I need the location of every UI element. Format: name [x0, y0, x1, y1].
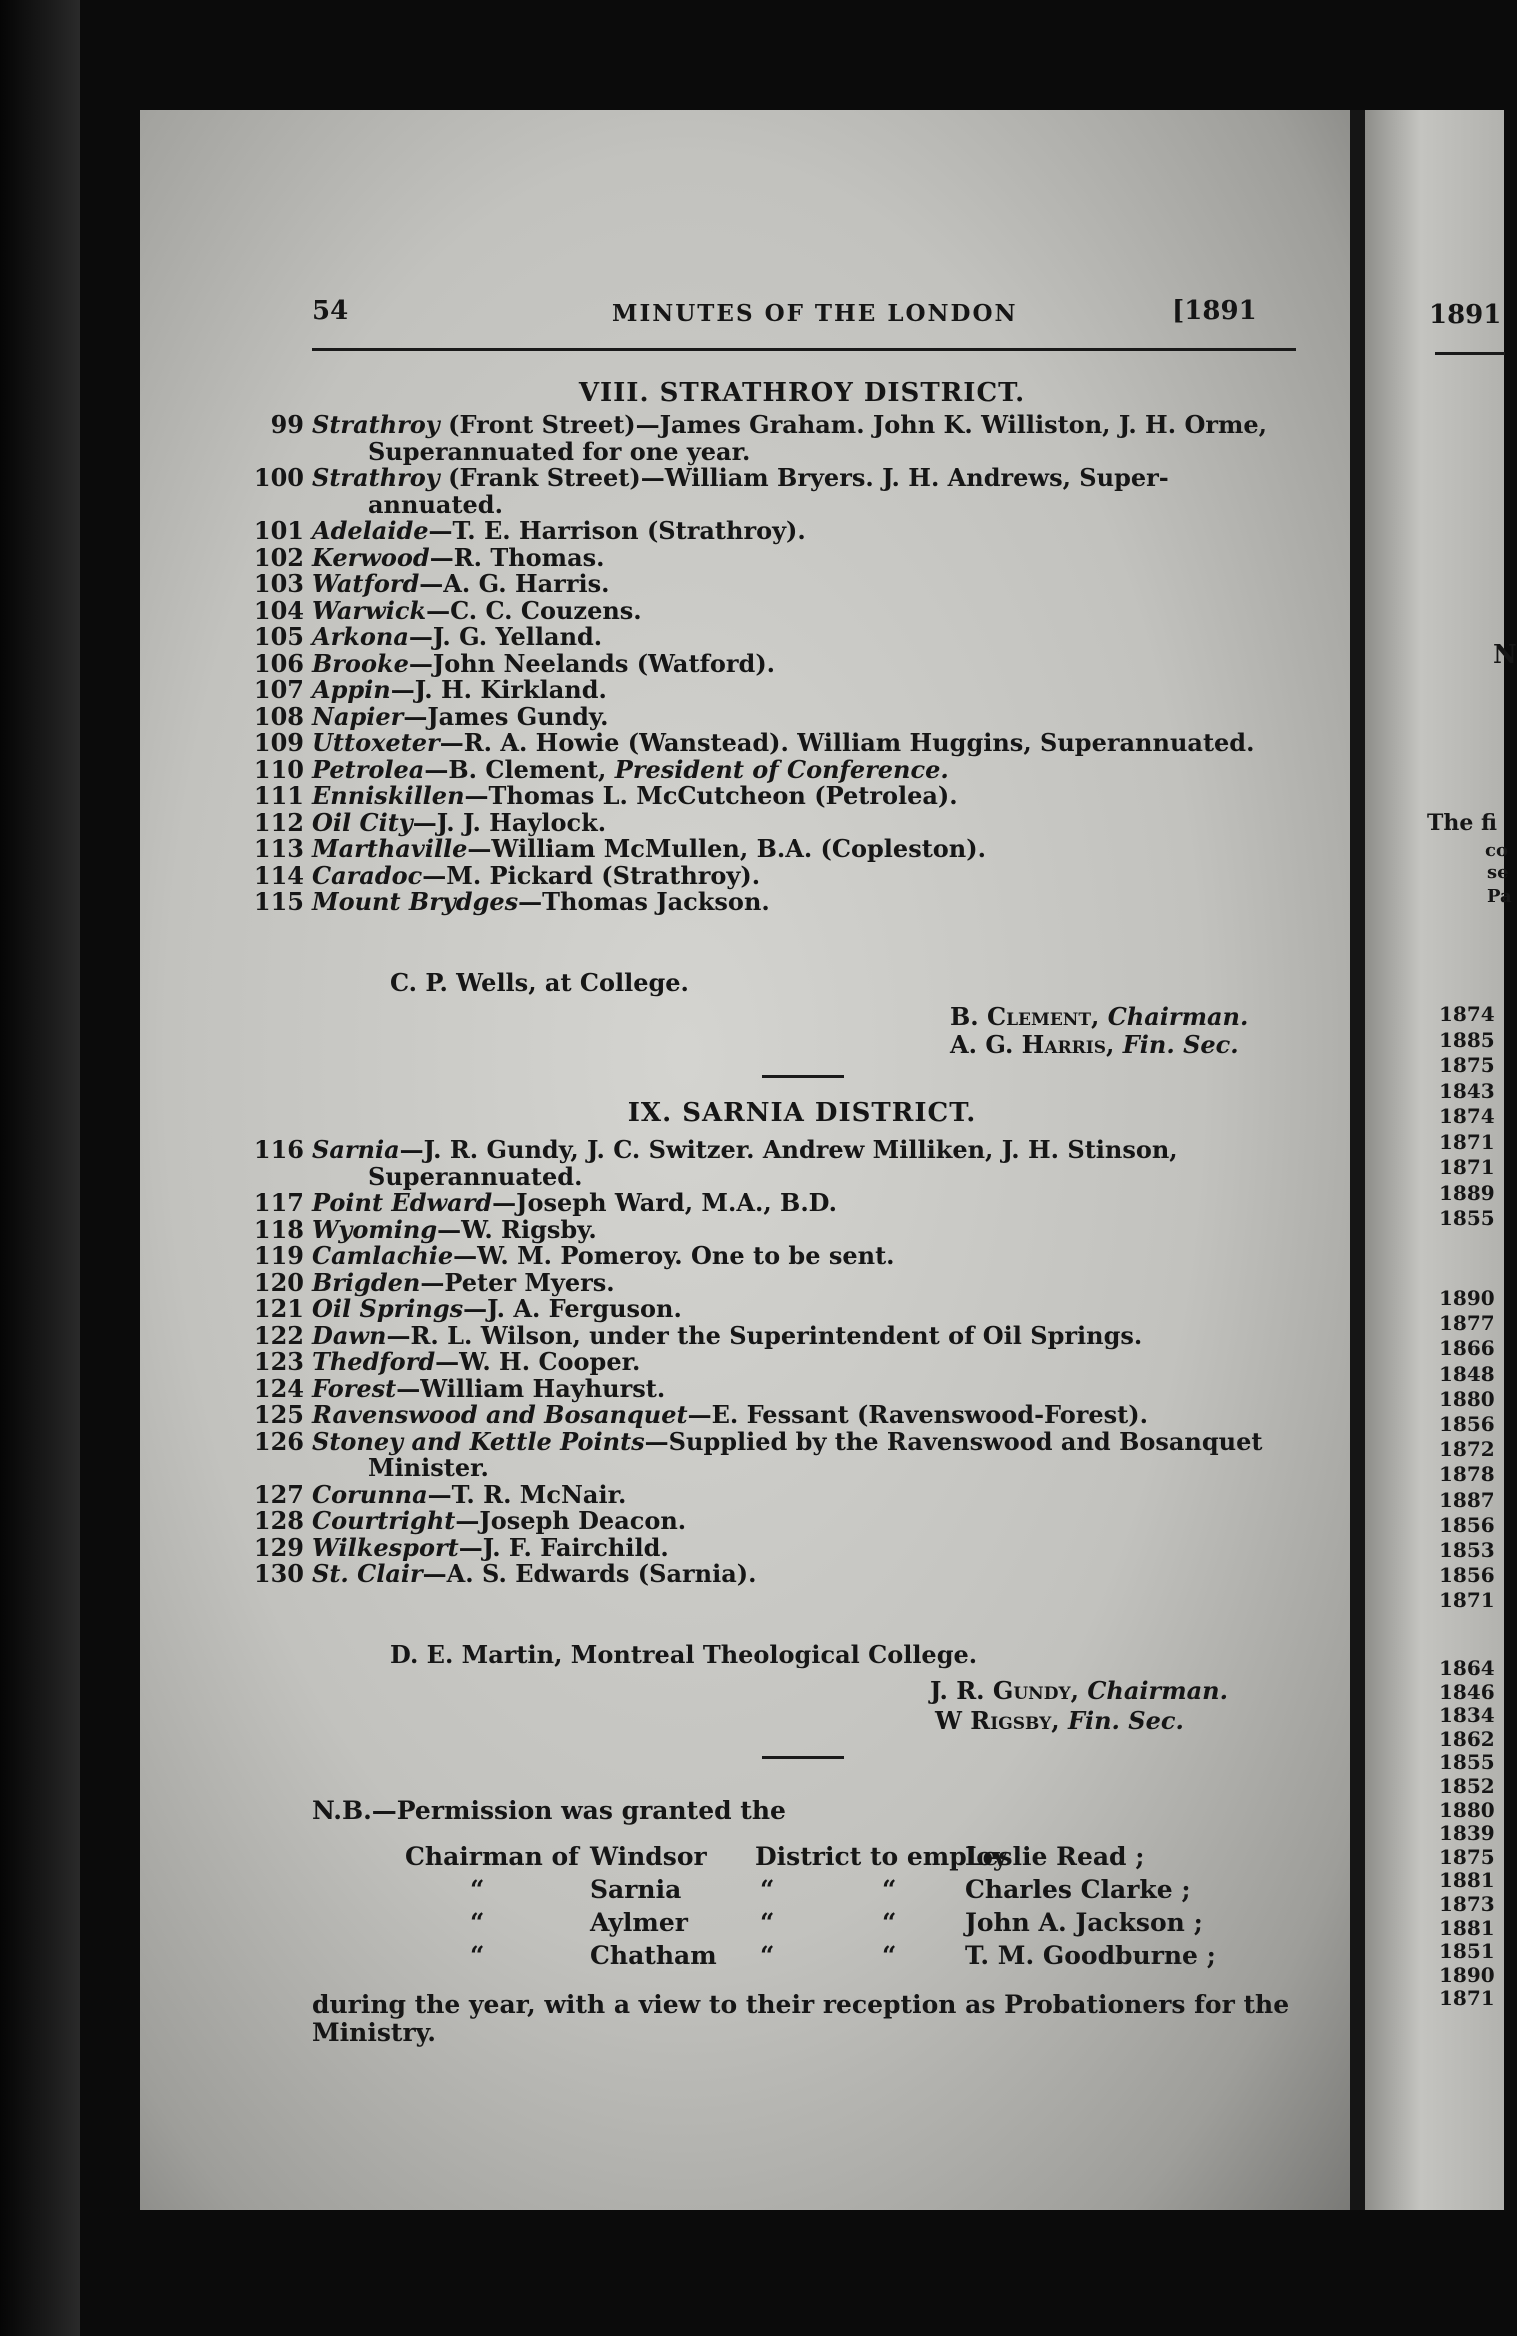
nb-col-district: Aylmer — [590, 1908, 688, 1937]
nb-col-ditto: “ — [882, 1908, 897, 1937]
circuit-place: Napier — [312, 701, 404, 731]
fin-sec-name: W Rigsby — [935, 1706, 1052, 1735]
circuit-entry — [253, 595, 1298, 625]
circuit-entry-continuation — [312, 489, 1354, 519]
circuit-number: 128 — [253, 1506, 304, 1535]
nb-col-chairman: Chairman of — [405, 1842, 579, 1871]
facing-page-year-entry: 1873 — [1439, 1892, 1495, 1916]
circuit-entry — [253, 860, 1298, 890]
circuit-number: 126 — [253, 1426, 304, 1456]
page-year: [1891 — [1172, 296, 1257, 326]
nb-col-ditto: “ — [882, 1941, 897, 1970]
circuit-number: 116 — [253, 1135, 304, 1164]
circuit-appointment: —William McMullen, B.A. (Copleston). — [467, 834, 986, 863]
chairman-signature: B. Clement, Chairman. — [950, 1002, 1249, 1031]
circuit-number: 123 — [253, 1347, 304, 1376]
facing-page-year-entry: 1846 — [1439, 1679, 1495, 1704]
facing-page-year-entry: 1872 — [1439, 1437, 1495, 1462]
circuit-number: 108 — [253, 701, 304, 731]
circuit-place: Wyoming — [312, 1214, 438, 1244]
facing-page-fragment: Pa — [1487, 886, 1512, 907]
chairman-role: Chairman. — [1087, 1676, 1228, 1705]
circuit-appointment: —R. A. Howie (Wanstead). William Huggins, Superannuated. — [439, 728, 1255, 757]
circuit-continuation-text: Superannuated. — [368, 1161, 583, 1191]
header-rule — [312, 348, 1296, 351]
circuit-entry-continuation — [312, 1161, 1354, 1191]
circuit-place: Ravenswood and Bosanquet — [312, 1400, 688, 1429]
facing-page-year-entry: 1871 — [1439, 1155, 1495, 1179]
circuit-entry — [253, 1347, 1298, 1376]
facing-page-year-entry: 1880 — [1439, 1797, 1495, 1822]
circuit-entry — [253, 463, 1298, 492]
fin-sec-signature: A. G. Harris, Fin. Sec. — [950, 1030, 1239, 1059]
circuit-entry-continuation — [312, 1455, 1354, 1482]
circuit-number: 122 — [253, 1320, 304, 1350]
circuit-entry — [253, 1294, 1298, 1323]
facing-page-year-entry: 1875 — [1439, 1844, 1495, 1869]
circuit-number: 124 — [253, 1373, 304, 1403]
page-gutter — [1350, 110, 1365, 2210]
facing-page-year-entry: 1878 — [1439, 1462, 1495, 1487]
chairman-name: J. R. Gundy — [930, 1676, 1071, 1705]
fin-sec-signature: W Rigsby, Fin. Sec. — [935, 1706, 1184, 1735]
facing-page-year-entry: 1855 — [1439, 1206, 1495, 1230]
nb-col-ditto: “ — [760, 1875, 775, 1904]
fin-sec-role: Fin. Sec. — [1067, 1706, 1184, 1735]
circuit-appointment: —W. H. Cooper. — [435, 1347, 641, 1376]
circuit-entry — [253, 1373, 1298, 1403]
circuit-place: Sarnia — [312, 1135, 400, 1164]
facing-page-fragment: N — [1493, 640, 1517, 670]
facing-page-year-entry: 1889 — [1439, 1180, 1495, 1205]
circuit-entry — [253, 807, 1298, 837]
nb-col-district: Windsor — [590, 1842, 707, 1871]
facing-page-year-entry: 1881 — [1439, 1868, 1495, 1893]
circuit-entry — [253, 1532, 1298, 1562]
chairman-name: B. Clement — [950, 1002, 1091, 1031]
circuit-place: Courtright — [312, 1506, 456, 1535]
circuit-place: Brooke — [312, 648, 409, 678]
circuit-entry — [253, 834, 1298, 863]
circuit-entry — [253, 1320, 1298, 1350]
facing-page-year: 1891 — [1429, 300, 1502, 330]
circuit-number: 105 — [253, 622, 304, 651]
circuit-place: Petrolea — [312, 754, 425, 784]
district-title: VIII. STRATHROY DISTRICT. — [578, 378, 1026, 408]
circuit-number: 111 — [253, 781, 304, 810]
circuit-number: 110 — [253, 754, 304, 784]
facing-page-year-entry: 1843 — [1439, 1078, 1495, 1103]
nb-col-person: T. M. Goodburne ; — [965, 1941, 1216, 1970]
circuit-appointment: —W. Rigsby. — [437, 1214, 597, 1244]
circuit-entry — [253, 1188, 1298, 1217]
circuit-number: 103 — [253, 569, 304, 598]
circuit-appointment: —John Neelands (Watford). — [408, 648, 776, 678]
nb-col-person: Charles Clarke ; — [965, 1875, 1191, 1904]
facing-page-year-entry: 1855 — [1439, 1750, 1495, 1775]
circuit-number: 112 — [253, 807, 304, 837]
circuit-appointment: —W. M. Pomeroy. One to be sent. — [453, 1241, 895, 1270]
running-title: MINUTES OF THE LONDON — [612, 300, 1018, 327]
circuit-place: Watford — [312, 569, 420, 598]
facing-page-year-entry: 1856 — [1439, 1512, 1495, 1537]
circuit-place: Uttoxeter — [312, 728, 440, 757]
nb-col-ditto: “ — [760, 1908, 775, 1937]
district-note: C. P. Wells, at College. — [390, 968, 689, 997]
nb-closing-line: Ministry. — [312, 2018, 436, 2047]
circuit-number: 118 — [253, 1214, 304, 1244]
circuit-entry — [253, 781, 1298, 810]
circuit-appointment: —James Gundy. — [403, 701, 609, 731]
circuit-place: Point Edward — [312, 1188, 493, 1217]
facing-page-year-entry: 1880 — [1439, 1386, 1495, 1411]
district-title: IX. SARNIA DISTRICT. — [627, 1098, 977, 1128]
facing-page — [1365, 110, 1517, 2210]
circuit-entry — [253, 754, 1298, 784]
circuit-place: Adelaide — [312, 516, 429, 545]
facing-page-year-entry: 1874 — [1439, 1002, 1495, 1026]
circuit-place: St. Clair — [312, 1559, 423, 1588]
circuit-appointment: —J. G. Yelland. — [408, 622, 603, 651]
facing-page-year-entry: 1834 — [1439, 1703, 1495, 1728]
circuit-appointment: —Thomas Jackson. — [518, 887, 770, 916]
circuit-entry — [253, 542, 1298, 572]
circuit-number: 130 — [253, 1559, 304, 1588]
circuit-number: 115 — [253, 887, 304, 916]
chairman-signature: J. R. Gundy, Chairman. — [930, 1676, 1228, 1705]
circuit-entry — [253, 675, 1298, 704]
circuit-place: Forest — [312, 1373, 397, 1403]
circuit-number: 109 — [253, 728, 304, 757]
circuit-appointment: —Thomas L. McCutcheon (Petrolea). — [464, 781, 958, 810]
circuit-continuation-text: annuated. — [368, 489, 503, 519]
circuit-entry — [253, 1135, 1298, 1164]
circuit-number: 120 — [253, 1267, 304, 1297]
circuit-appointment: —T. E. Harrison (Strathroy). — [428, 516, 806, 545]
circuit-number: 102 — [253, 542, 304, 572]
facing-page-year-entry: 1881 — [1439, 1915, 1495, 1940]
circuit-number: 129 — [253, 1532, 304, 1562]
circuit-place: Marthaville — [312, 834, 468, 863]
circuit-appointment: —Joseph Deacon. — [455, 1506, 687, 1535]
circuit-appointment: (Front Street)—James Graham. John K. Williston, J. H. Orme, — [439, 410, 1268, 439]
facing-page-year-entry: 1890 — [1439, 1286, 1495, 1310]
circuit-place: Oil Springs — [312, 1294, 464, 1323]
facing-page-year-entry: 1856 — [1439, 1412, 1495, 1436]
nb-col-person: John A. Jackson ; — [965, 1908, 1203, 1937]
circuit-entry — [253, 622, 1298, 651]
circuit-place: Enniskillen — [312, 781, 465, 810]
circuit-appointment: —J. R. Gundy, J. C. Switzer. Andrew Milliken, J. H. Stinson, — [399, 1135, 1178, 1164]
nb-col-chairman: “ — [470, 1908, 485, 1937]
nb-col-chairman: “ — [470, 1875, 485, 1904]
facing-page-year-entry: 1866 — [1439, 1336, 1495, 1361]
circuit-place: Arkona — [312, 622, 409, 651]
circuit-entry-continuation — [312, 436, 1354, 466]
circuit-appointment: —J. H. Kirkland. — [390, 675, 607, 704]
circuit-appointment: —A. G. Harris. — [419, 569, 610, 598]
circuit-entry — [253, 1267, 1298, 1297]
circuit-place: Brigden — [312, 1267, 421, 1297]
circuit-place: Warwick — [312, 595, 427, 625]
circuit-number: 114 — [253, 860, 304, 890]
circuit-appointment: —C. C. Couzens. — [426, 595, 642, 625]
circuit-entry — [253, 701, 1298, 731]
circuit-appointment: —Peter Myers. — [420, 1267, 615, 1297]
facing-page-year-entry: 1851 — [1439, 1939, 1495, 1964]
facing-page-year-entry: 1875 — [1439, 1053, 1495, 1077]
chairman-role: Chairman. — [1107, 1002, 1249, 1031]
circuit-place: Thedford — [312, 1347, 436, 1376]
circuit-place: Strathroy — [312, 463, 440, 492]
fin-sec-role: Fin. Sec. — [1122, 1030, 1239, 1059]
circuit-continuation-text: Superannuated for one year. — [368, 436, 751, 466]
circuit-place: Kerwood — [312, 542, 430, 572]
facing-page-fragment: The fi — [1427, 810, 1498, 836]
circuit-number: 104 — [253, 595, 304, 625]
circuit-number: 125 — [253, 1400, 304, 1429]
facing-page-year-entry: 1853 — [1439, 1538, 1495, 1562]
section-separator — [762, 1075, 844, 1078]
circuit-place: Mount Brydges — [312, 887, 519, 916]
nb-closing-line: during the year, with a view to their reception as Probationers for the — [312, 1990, 1290, 2019]
circuit-number: 121 — [253, 1294, 304, 1323]
circuit-appointment: —B. Clement, — [424, 754, 615, 784]
circuit-number: 113 — [253, 834, 304, 863]
circuit-appointment: —E. Fessant (Ravenswood-Forest). — [687, 1400, 1148, 1429]
facing-header-rule — [1435, 352, 1505, 355]
circuit-entry — [253, 887, 1298, 916]
circuit-place: Oil City — [312, 807, 413, 837]
circuit-place: Camlachie — [312, 1241, 454, 1270]
circuit-entry — [270, 410, 1298, 439]
circuit-appointment: —J. A. Ferguson. — [463, 1294, 682, 1323]
facing-page-year-entry: 1871 — [1439, 1588, 1495, 1613]
facing-page-year-entry: 1885 — [1439, 1027, 1495, 1052]
circuit-appointment: —T. R. McNair. — [427, 1479, 627, 1509]
nb-col-ditto: “ — [882, 1875, 897, 1904]
nb-col-district: Chatham — [590, 1941, 717, 1970]
facing-page-year-entry: 1871 — [1439, 1129, 1495, 1154]
facing-page-year-entry: 1864 — [1439, 1656, 1495, 1680]
circuit-entry — [253, 1214, 1298, 1244]
circuit-appointment: —A. S. Edwards (Sarnia). — [422, 1559, 757, 1588]
circuit-appointment: —R. L. Wilson, under the Superintendent of Oil Springs. — [386, 1320, 1143, 1350]
circuit-number: 107 — [253, 675, 304, 704]
facing-page-year-entry: 1871 — [1439, 1986, 1495, 2011]
circuit-number: 100 — [253, 463, 304, 492]
nb-intro: N.B.—Permission was granted the — [312, 1796, 786, 1825]
book-edge — [0, 0, 80, 2336]
facing-page-year-entry: 1852 — [1439, 1774, 1495, 1798]
circuit-appointment: —J. F. Fairchild. — [458, 1532, 669, 1562]
facing-page-fragment: se — [1487, 862, 1509, 883]
circuit-appointment: (Frank Street)—William Bryers. J. H. Andrews, Super- — [439, 463, 1169, 492]
circuit-number: 106 — [253, 648, 304, 678]
circuit-entry — [253, 569, 1298, 598]
nb-col-employ: District to employ — [755, 1842, 1008, 1871]
circuit-appointment: —William Hayhurst. — [396, 1373, 666, 1403]
facing-page-year-entry: 1890 — [1439, 1962, 1495, 1987]
circuit-number: 117 — [253, 1188, 304, 1217]
circuit-continuation-text: Minister. — [368, 1453, 489, 1482]
nb-col-chairman: “ — [470, 1941, 485, 1970]
circuit-entry — [253, 1506, 1298, 1535]
facing-page-year-entry: 1877 — [1439, 1311, 1495, 1336]
facing-page-year-entry: 1862 — [1439, 1726, 1495, 1751]
circuit-appointment: —Supplied by the Ravenswood and Bosanquet — [644, 1426, 1263, 1456]
circuit-entry — [253, 728, 1298, 757]
circuit-entry — [253, 1479, 1298, 1509]
circuit-entry — [253, 516, 1298, 545]
fin-sec-name: A. G. Harris — [950, 1030, 1107, 1059]
circuit-appointment: —J. J. Haylock. — [412, 807, 607, 837]
facing-page-year-entry: 1887 — [1439, 1487, 1495, 1512]
circuit-entry — [253, 1559, 1298, 1588]
nb-col-ditto: “ — [760, 1941, 775, 1970]
circuit-entry — [253, 1241, 1298, 1270]
circuit-place: Strathroy — [312, 410, 440, 439]
circuit-entry — [253, 1426, 1298, 1456]
circuit-appointment: —M. Pickard (Strathroy). — [422, 860, 761, 890]
circuit-entry — [253, 1400, 1298, 1429]
circuit-number: 101 — [253, 516, 304, 545]
facing-page-year-entry: 1856 — [1439, 1563, 1495, 1588]
circuit-place: Dawn — [312, 1320, 387, 1350]
circuit-number: 119 — [253, 1241, 304, 1270]
circuit-place: Stoney and Kettle Points — [312, 1426, 645, 1456]
circuit-number: 99 — [270, 410, 304, 439]
circuit-place: Corunna — [312, 1479, 428, 1509]
circuit-entry — [253, 648, 1298, 678]
circuit-place: Wilkesport — [312, 1532, 459, 1562]
district-note: D. E. Martin, Montreal Theological College. — [390, 1640, 978, 1669]
nb-col-district: Sarnia — [590, 1875, 682, 1904]
page-number: 54 — [312, 296, 349, 326]
circuit-number: 127 — [253, 1479, 304, 1509]
circuit-place: Caradoc — [312, 860, 423, 890]
facing-page-year-entry: 1874 — [1439, 1104, 1495, 1128]
circuit-appointment-note: President of Conference. — [614, 754, 949, 784]
circuit-appointment: —Joseph Ward, M.A., B.D. — [492, 1188, 837, 1217]
facing-page-fragment: co — [1485, 840, 1508, 861]
facing-page-year-entry: 1839 — [1439, 1821, 1495, 1846]
facing-page-year-entry: 1848 — [1439, 1361, 1495, 1386]
circuit-appointment: —R. Thomas. — [429, 542, 605, 572]
nb-col-person: Leslie Read ; — [965, 1842, 1145, 1871]
section-separator — [762, 1756, 844, 1759]
circuit-place: Appin — [312, 675, 391, 704]
